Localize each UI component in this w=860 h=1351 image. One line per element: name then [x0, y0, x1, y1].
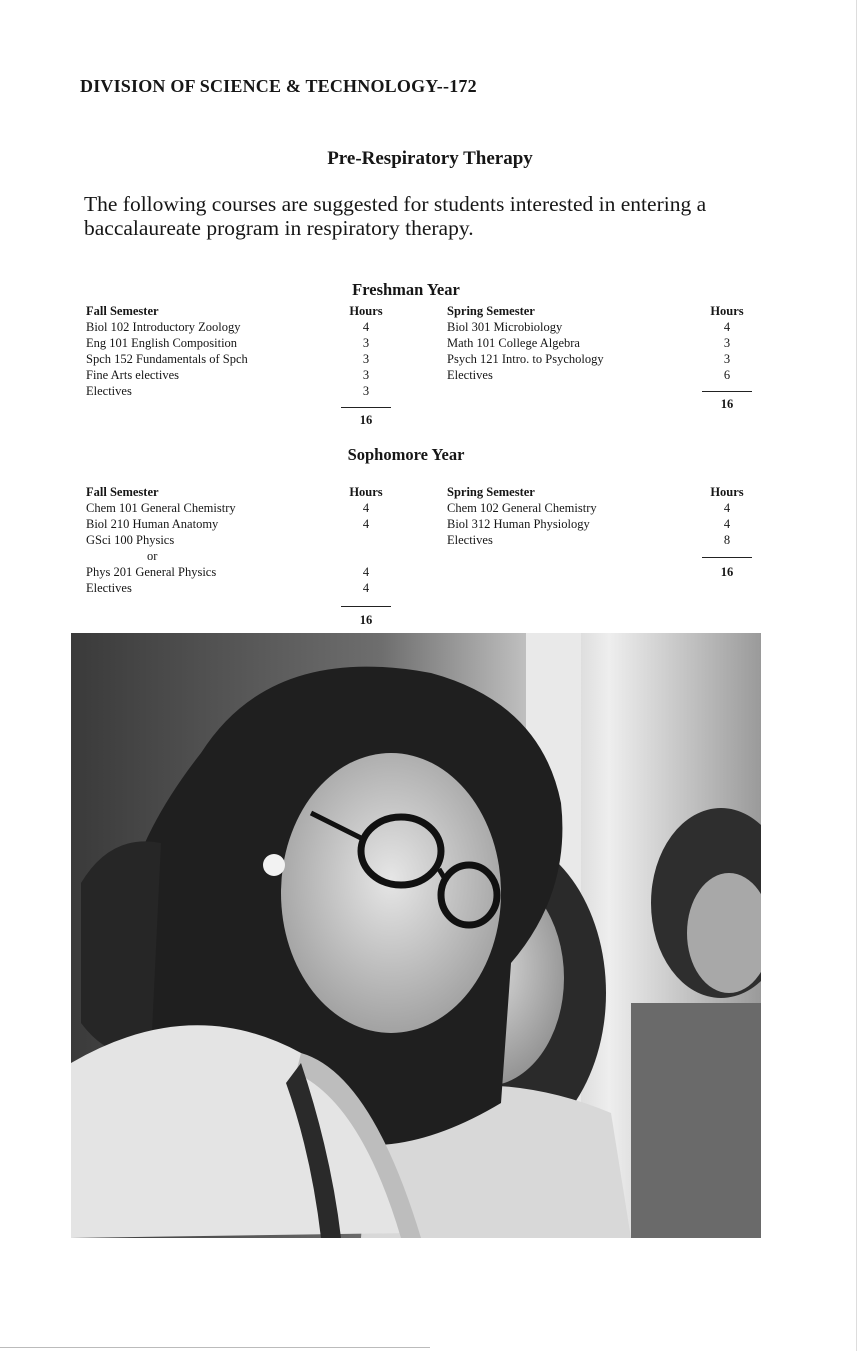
freshman-spring-hours	[702, 303, 752, 383]
course-hours: 4	[362, 517, 370, 531]
course-hours: 4	[362, 320, 370, 334]
sophomore-fall-courses	[86, 484, 336, 596]
total-divider	[702, 391, 752, 392]
course-name: Biol 301 Microbiology	[447, 320, 563, 334]
course-hours: 3	[362, 368, 370, 382]
freshman-year-heading: Freshman Year	[352, 280, 460, 299]
course-hours: 4	[362, 565, 370, 579]
course-hours	[341, 532, 391, 548]
sophomore-spring-label: Spring Semester	[447, 485, 535, 499]
freshman-fall-courses	[86, 303, 336, 399]
course-name: Biol 312 Human Physiology	[447, 517, 590, 531]
course-name: Electives	[447, 368, 493, 382]
sophomore-spring-courses	[447, 484, 697, 548]
course-hours: 4	[723, 517, 731, 531]
freshman-fall-total: 16	[359, 413, 373, 427]
course-hours: 4	[362, 581, 370, 595]
page-edge	[856, 0, 857, 1351]
bottom-divider	[0, 1347, 430, 1348]
course-name: Electives	[447, 533, 493, 547]
course-name: Biol 210 Human Anatomy	[86, 517, 219, 531]
course-hours: 3	[362, 336, 370, 350]
freshman-spring-total: 16	[720, 397, 734, 411]
sophomore-fall-total: 16	[359, 613, 373, 627]
students-photograph	[71, 633, 761, 1238]
hours-label: Hours	[710, 485, 744, 499]
intro-paragraph: The following courses are suggested for students interested in entering a baccalaureate program in respiratory therapy.	[84, 192, 707, 240]
course-name: Psych 121 Intro. to Psychology	[447, 352, 604, 366]
total-divider	[341, 606, 391, 607]
course-name: Electives	[86, 384, 132, 398]
freshman-spring-courses	[447, 303, 697, 383]
total-divider	[341, 407, 391, 408]
sophomore-fall-label: Fall Semester	[86, 485, 159, 499]
freshman-fall-hours	[341, 303, 391, 399]
course-hours: 4	[723, 320, 731, 334]
course-name: Chem 101 General Chemistry	[86, 501, 236, 515]
course-name: Spch 152 Fundamentals of Spch	[86, 352, 248, 366]
course-name: Eng 101 English Composition	[86, 336, 238, 350]
course-name: Chem 102 General Chemistry	[447, 501, 597, 515]
sophomore-spring-total: 16	[720, 565, 734, 579]
course-name: Biol 102 Introductory Zoology	[86, 320, 241, 334]
course-hours	[341, 548, 391, 564]
hours-label: Hours	[349, 304, 383, 318]
page-header: DIVISION OF SCIENCE & TECHNOLOGY--172	[80, 76, 477, 96]
course-name: Electives	[86, 581, 132, 595]
course-name: Phys 201 General Physics	[86, 565, 217, 579]
hours-label: Hours	[349, 485, 383, 499]
course-hours: 3	[362, 352, 370, 366]
course-hours: 3	[362, 384, 370, 398]
course-hours: 4	[723, 501, 731, 515]
freshman-fall-label: Fall Semester	[86, 304, 159, 318]
course-name: Math 101 College Algebra	[447, 336, 580, 350]
sophomore-year-heading: Sophomore Year	[347, 445, 465, 464]
course-hours: 8	[723, 533, 731, 547]
sophomore-fall-hours	[341, 484, 391, 596]
course-name: Fine Arts electives	[86, 368, 180, 382]
total-divider	[702, 557, 752, 558]
course-hours: 3	[723, 352, 731, 366]
freshman-spring-label: Spring Semester	[447, 304, 535, 318]
page-title: Pre-Respiratory Therapy	[327, 148, 533, 169]
hours-label: Hours	[710, 304, 744, 318]
course-name: GSci 100 Physics	[86, 533, 175, 547]
course-hours: 3	[723, 336, 731, 350]
course-alternative-or: or	[147, 549, 158, 563]
sophomore-spring-hours	[702, 484, 752, 548]
course-hours: 6	[723, 368, 731, 382]
course-hours: 4	[362, 501, 370, 515]
